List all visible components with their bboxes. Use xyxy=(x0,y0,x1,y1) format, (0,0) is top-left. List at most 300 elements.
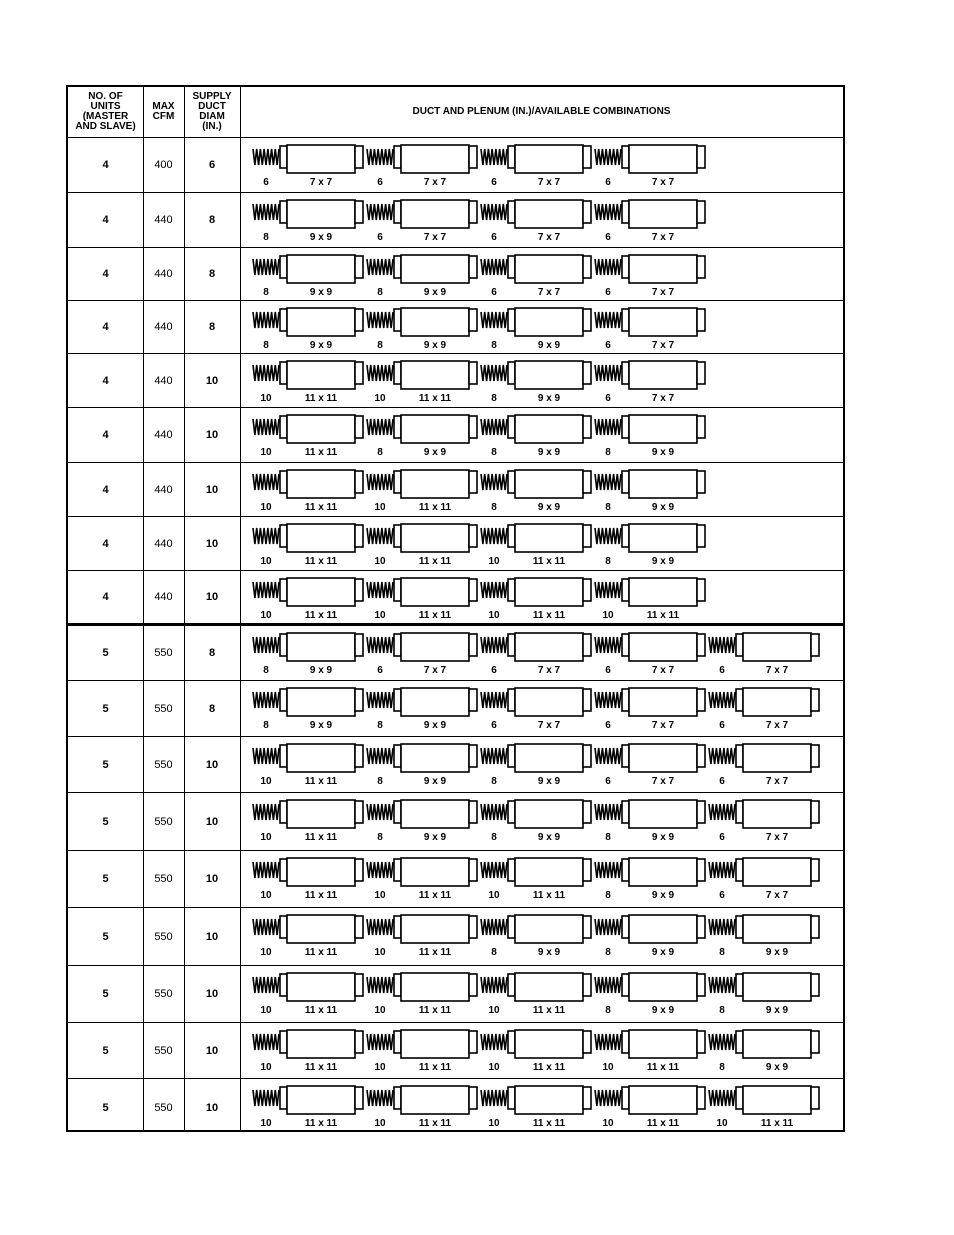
plenum-size-label: 9 x 9 xyxy=(537,393,561,404)
duct-segment xyxy=(709,973,819,1016)
duct-chain-svg xyxy=(240,193,845,248)
duct-segment xyxy=(595,255,705,298)
units-cell: 5 xyxy=(102,1102,109,1114)
duct-collar xyxy=(394,859,401,881)
duct-segment xyxy=(367,361,477,404)
plenum-end-cap xyxy=(469,579,477,601)
duct-segment xyxy=(481,145,591,188)
plenum-size-label: 7 x 7 xyxy=(423,665,447,676)
plenum-box xyxy=(743,744,811,772)
flex-duct-coil xyxy=(709,862,735,878)
duct-collar xyxy=(394,1087,401,1109)
duct-segment xyxy=(595,200,705,243)
duct-segment xyxy=(253,145,363,188)
duct-collar xyxy=(394,1031,401,1053)
flex-duct-coil xyxy=(481,259,507,275)
duct-segment xyxy=(481,744,591,787)
duct-chain-svg xyxy=(240,1079,845,1137)
duct-segment xyxy=(709,1086,819,1129)
combination-diagram xyxy=(240,463,843,516)
plenum-size-label: 11 x 11 xyxy=(418,610,452,621)
duct-chain-svg xyxy=(240,301,845,354)
duct-diameter-label: 10 xyxy=(374,1005,386,1016)
plenum-size-label: 9 x 9 xyxy=(537,447,561,458)
plenum-box xyxy=(629,578,697,606)
plenum-size-label: 11 x 11 xyxy=(304,947,338,958)
duct-collar xyxy=(394,146,401,168)
duct-collar xyxy=(394,416,401,438)
plenum-end-cap xyxy=(697,362,705,384)
duct-segment xyxy=(367,915,477,958)
duct-segment xyxy=(595,800,705,843)
plenum-box xyxy=(515,800,583,828)
plenum-end-cap xyxy=(469,1031,477,1053)
duct-collar xyxy=(508,1031,515,1053)
flex-duct-coil xyxy=(481,365,507,381)
table-row xyxy=(68,737,843,793)
plenum-box xyxy=(287,255,355,283)
plenum-box xyxy=(287,578,355,606)
units-cell: 4 xyxy=(102,374,109,387)
flex-duct-coil xyxy=(253,365,279,381)
duct-segment xyxy=(595,415,705,458)
plenum-end-cap xyxy=(355,689,363,711)
plenum-size-label: 11 x 11 xyxy=(304,1118,338,1129)
flex-duct-coil xyxy=(367,804,393,820)
duct-diameter-label: 10 xyxy=(602,1118,614,1129)
plenum-box xyxy=(629,308,697,336)
duct-diameter-label: 10 xyxy=(488,890,500,901)
plenum-box xyxy=(401,800,469,828)
duct-collar xyxy=(508,256,515,278)
flex-duct-coil xyxy=(481,862,507,878)
duct-diameter-label: 6 xyxy=(605,177,611,188)
diam-cell: 10 xyxy=(205,1102,219,1114)
plenum-end-cap xyxy=(583,745,591,767)
duct-collar xyxy=(280,416,287,438)
duct-segment xyxy=(709,858,819,901)
plenum-size-label: 7 x 7 xyxy=(651,287,675,298)
duct-collar xyxy=(622,201,629,223)
plenum-box xyxy=(515,361,583,389)
units-cell: 5 xyxy=(102,647,109,659)
duct-segment xyxy=(595,524,705,567)
duct-diameter-label: 6 xyxy=(719,890,725,901)
duct-diameter-label: 8 xyxy=(377,720,383,731)
duct-collar xyxy=(622,525,629,547)
plenum-end-cap xyxy=(697,201,705,223)
duct-diameter-label: 6 xyxy=(263,177,269,188)
flex-duct-coil xyxy=(367,1034,393,1050)
duct-segment xyxy=(595,973,705,1016)
duct-collar xyxy=(394,745,401,767)
duct-collar xyxy=(394,362,401,384)
duct-collar xyxy=(394,801,401,823)
plenum-box xyxy=(515,915,583,943)
flex-duct-coil xyxy=(595,1034,621,1050)
plenum-box xyxy=(401,973,469,1001)
duct-collar xyxy=(394,525,401,547)
flex-duct-coil xyxy=(367,149,393,165)
combination-diagram xyxy=(240,851,843,907)
duct-segment xyxy=(481,633,591,676)
duct-collar xyxy=(508,525,515,547)
plenum-end-cap xyxy=(355,859,363,881)
duct-diameter-label: 10 xyxy=(374,393,386,404)
plenum-box xyxy=(743,800,811,828)
duct-collar xyxy=(394,579,401,601)
plenum-size-label: 7 x 7 xyxy=(537,177,561,188)
duct-segment xyxy=(481,800,591,843)
flex-duct-coil xyxy=(253,312,279,328)
plenum-size-label: 11 x 11 xyxy=(532,1118,566,1129)
duct-collar xyxy=(280,916,287,938)
cfm-cell: 550 xyxy=(154,930,173,943)
duct-diameter-label: 10 xyxy=(260,832,272,843)
plenum-size-label: 9 x 9 xyxy=(765,1005,789,1016)
plenum-size-label: 11 x 11 xyxy=(646,1118,680,1129)
plenum-size-label: 7 x 7 xyxy=(651,720,675,731)
duct-diameter-label: 8 xyxy=(377,832,383,843)
flex-duct-coil xyxy=(709,804,735,820)
plenum-end-cap xyxy=(697,1087,705,1109)
duct-segment xyxy=(481,858,591,901)
cfm-cell: 550 xyxy=(154,1102,173,1114)
combination-diagram xyxy=(240,354,843,407)
plenum-size-label: 7 x 7 xyxy=(765,890,789,901)
plenum-box xyxy=(629,200,697,228)
plenum-size-label: 7 x 7 xyxy=(765,665,789,676)
duct-collar xyxy=(508,146,515,168)
duct-diameter-label: 10 xyxy=(260,776,272,787)
duct-collar xyxy=(280,579,287,601)
plenum-end-cap xyxy=(469,525,477,547)
duct-segment xyxy=(253,308,363,351)
plenum-end-cap xyxy=(355,362,363,384)
cfm-cell: 440 xyxy=(154,374,173,387)
duct-diameter-label: 10 xyxy=(374,947,386,958)
flex-duct-coil xyxy=(595,692,621,708)
plenum-box xyxy=(743,633,811,661)
flex-duct-coil xyxy=(595,637,621,653)
plenum-box xyxy=(401,524,469,552)
duct-collar xyxy=(622,689,629,711)
duct-collar xyxy=(622,309,629,331)
plenum-size-label: 9 x 9 xyxy=(537,502,561,513)
duct-collar xyxy=(622,1087,629,1109)
flex-duct-coil xyxy=(595,748,621,764)
diam-cell: 10 xyxy=(205,1044,219,1057)
flex-duct-coil xyxy=(367,692,393,708)
diam-cell: 10 xyxy=(205,537,219,550)
table-row xyxy=(68,908,843,966)
duct-diameter-label: 8 xyxy=(605,556,611,567)
plenum-size-label: 9 x 9 xyxy=(309,720,333,731)
duct-collar xyxy=(280,1087,287,1109)
plenum-box xyxy=(287,915,355,943)
duct-diameter-label: 8 xyxy=(605,890,611,901)
plenum-box xyxy=(629,524,697,552)
combination-diagram xyxy=(240,681,843,736)
duct-chain-svg xyxy=(240,966,845,1023)
plenum-end-cap xyxy=(583,916,591,938)
duct-diameter-label: 8 xyxy=(491,447,497,458)
flex-duct-coil xyxy=(367,748,393,764)
plenum-end-cap xyxy=(583,579,591,601)
plenum-size-label: 9 x 9 xyxy=(309,665,333,676)
plenum-size-label: 11 x 11 xyxy=(304,1062,338,1073)
duct-collar xyxy=(394,201,401,223)
duct-diameter-label: 10 xyxy=(260,1005,272,1016)
duct-diameter-label: 6 xyxy=(605,340,611,351)
combination-diagram xyxy=(240,248,843,300)
cfm-cell: 440 xyxy=(154,321,173,333)
flex-duct-coil xyxy=(595,474,621,490)
duct-segment xyxy=(595,915,705,958)
plenum-size-label: 7 x 7 xyxy=(651,340,675,351)
duct-collar xyxy=(622,859,629,881)
duct-collar xyxy=(622,416,629,438)
plenum-size-label: 9 x 9 xyxy=(651,947,675,958)
duct-chain-svg xyxy=(240,408,845,463)
duct-collar xyxy=(622,916,629,938)
plenum-box xyxy=(629,255,697,283)
plenum-size-label: 7 x 7 xyxy=(765,720,789,731)
plenum-box xyxy=(401,915,469,943)
flex-duct-coil xyxy=(253,748,279,764)
flex-duct-coil xyxy=(595,204,621,220)
diam-cell: 10 xyxy=(205,374,219,387)
duct-collar xyxy=(280,689,287,711)
plenum-box xyxy=(287,800,355,828)
duct-segment xyxy=(595,361,705,404)
plenum-size-label: 11 x 11 xyxy=(304,1005,338,1016)
duct-diameter-label: 6 xyxy=(491,665,497,676)
duct-collar xyxy=(394,256,401,278)
plenum-size-label: 7 x 7 xyxy=(423,232,447,243)
duct-segment xyxy=(595,145,705,188)
plenum-end-cap xyxy=(355,525,363,547)
plenum-end-cap xyxy=(355,974,363,996)
plenum-end-cap xyxy=(469,859,477,881)
duct-collar xyxy=(622,1031,629,1053)
plenum-box xyxy=(743,973,811,1001)
flex-duct-coil xyxy=(709,977,735,993)
flex-duct-coil xyxy=(253,474,279,490)
flex-duct-coil xyxy=(709,1034,735,1050)
duct-diameter-label: 10 xyxy=(716,1118,728,1129)
plenum-size-label: 7 x 7 xyxy=(537,665,561,676)
duct-segment xyxy=(595,578,705,621)
flex-duct-coil xyxy=(253,149,279,165)
diam-cell: 8 xyxy=(208,321,216,333)
duct-collar xyxy=(736,1031,743,1053)
duct-collar xyxy=(508,745,515,767)
duct-chain-svg xyxy=(240,626,845,681)
plenum-end-cap xyxy=(583,1087,591,1109)
plenum-box xyxy=(515,308,583,336)
combination-diagram xyxy=(240,626,843,680)
plenum-box xyxy=(287,1030,355,1058)
duct-diameter-label: 6 xyxy=(605,665,611,676)
plenum-size-label: 11 x 11 xyxy=(418,502,452,513)
duct-segment xyxy=(253,800,363,843)
plenum-box xyxy=(287,415,355,443)
duct-diameter-label: 8 xyxy=(491,340,497,351)
duct-collar xyxy=(280,974,287,996)
table-row xyxy=(68,138,843,193)
plenum-end-cap xyxy=(583,974,591,996)
flex-duct-coil xyxy=(253,1090,279,1106)
diam-cell: 8 xyxy=(208,268,216,280)
flex-duct-coil xyxy=(481,582,507,598)
plenum-box xyxy=(515,688,583,716)
plenum-size-label: 9 x 9 xyxy=(309,232,333,243)
plenum-box xyxy=(629,361,697,389)
plenum-box xyxy=(401,744,469,772)
flex-duct-coil xyxy=(367,977,393,993)
plenum-end-cap xyxy=(697,1031,705,1053)
duct-diameter-label: 8 xyxy=(263,340,269,351)
plenum-end-cap xyxy=(697,801,705,823)
table-row xyxy=(68,966,843,1023)
plenum-size-label: 9 x 9 xyxy=(537,832,561,843)
plenum-end-cap xyxy=(355,579,363,601)
plenum-end-cap xyxy=(697,579,705,601)
plenum-end-cap xyxy=(697,416,705,438)
plenum-end-cap xyxy=(469,745,477,767)
plenum-box xyxy=(515,578,583,606)
duct-diameter-label: 10 xyxy=(260,502,272,513)
duct-diameter-label: 10 xyxy=(260,610,272,621)
duct-diameter-label: 8 xyxy=(263,232,269,243)
duct-collar xyxy=(736,974,743,996)
duct-segment xyxy=(367,308,477,351)
plenum-size-label: 9 x 9 xyxy=(651,502,675,513)
duct-segment xyxy=(595,633,705,676)
plenum-end-cap xyxy=(583,801,591,823)
duct-segment xyxy=(367,578,477,621)
plenum-size-label: 9 x 9 xyxy=(651,447,675,458)
duct-segment xyxy=(367,744,477,787)
plenum-box xyxy=(287,1086,355,1114)
duct-diameter-label: 8 xyxy=(605,947,611,958)
duct-diameter-label: 8 xyxy=(377,447,383,458)
plenum-end-cap xyxy=(697,309,705,331)
duct-diameter-label: 10 xyxy=(374,502,386,513)
flex-duct-coil xyxy=(481,804,507,820)
duct-collar xyxy=(736,1087,743,1109)
header-cfm: MAX CFM xyxy=(143,87,184,138)
flex-duct-coil xyxy=(253,582,279,598)
cfm-cell: 550 xyxy=(154,1044,173,1057)
duct-collar xyxy=(280,801,287,823)
combination-diagram xyxy=(240,138,843,192)
plenum-end-cap xyxy=(811,974,819,996)
duct-segment xyxy=(253,744,363,787)
duct-diameter-label: 8 xyxy=(377,776,383,787)
duct-diameter-label: 10 xyxy=(374,556,386,567)
duct-segment xyxy=(253,633,363,676)
plenum-size-label: 11 x 11 xyxy=(760,1118,794,1129)
plenum-end-cap xyxy=(811,916,819,938)
table-row xyxy=(68,301,843,354)
plenum-box xyxy=(401,688,469,716)
flex-duct-coil xyxy=(253,919,279,935)
duct-diameter-label: 8 xyxy=(377,340,383,351)
duct-diameter-label: 8 xyxy=(491,502,497,513)
duct-collar xyxy=(508,362,515,384)
flex-duct-coil xyxy=(253,804,279,820)
plenum-size-label: 9 x 9 xyxy=(423,832,447,843)
duct-collar xyxy=(622,471,629,493)
units-cell: 5 xyxy=(102,930,109,943)
plenum-size-label: 9 x 9 xyxy=(423,720,447,731)
plenum-size-label: 11 x 11 xyxy=(304,393,338,404)
table-row xyxy=(68,1023,843,1079)
duct-segment xyxy=(595,308,705,351)
duct-diameter-label: 6 xyxy=(719,776,725,787)
flex-duct-coil xyxy=(253,528,279,544)
duct-segment xyxy=(367,470,477,513)
flex-duct-coil xyxy=(595,977,621,993)
plenum-end-cap xyxy=(697,974,705,996)
plenum-size-label: 9 x 9 xyxy=(537,340,561,351)
plenum-end-cap xyxy=(469,201,477,223)
plenum-box xyxy=(401,470,469,498)
duct-diameter-label: 10 xyxy=(488,1118,500,1129)
plenum-box xyxy=(629,1086,697,1114)
plenum-end-cap xyxy=(811,1087,819,1109)
plenum-size-label: 9 x 9 xyxy=(765,947,789,958)
cfm-cell: 550 xyxy=(154,702,173,715)
plenum-size-label: 9 x 9 xyxy=(423,287,447,298)
duct-collar xyxy=(280,471,287,493)
plenum-end-cap xyxy=(583,416,591,438)
plenum-box xyxy=(629,744,697,772)
plenum-end-cap xyxy=(469,689,477,711)
plenum-box xyxy=(743,688,811,716)
duct-collar xyxy=(508,859,515,881)
duct-collar xyxy=(508,916,515,938)
table-row xyxy=(68,463,843,517)
duct-segment xyxy=(709,744,819,787)
duct-segment xyxy=(367,255,477,298)
combination-diagram xyxy=(240,571,843,623)
cfm-cell: 400 xyxy=(154,159,173,171)
plenum-box xyxy=(287,145,355,173)
plenum-end-cap xyxy=(583,525,591,547)
units-cell: 5 xyxy=(102,873,109,885)
flex-duct-coil xyxy=(367,637,393,653)
duct-diameter-label: 8 xyxy=(491,393,497,404)
plenum-end-cap xyxy=(583,689,591,711)
plenum-box xyxy=(515,470,583,498)
plenum-end-cap xyxy=(697,471,705,493)
duct-diameter-label: 8 xyxy=(491,776,497,787)
duct-segment xyxy=(481,415,591,458)
duct-segment xyxy=(253,973,363,1016)
plenum-end-cap xyxy=(355,146,363,168)
plenum-size-label: 11 x 11 xyxy=(532,1005,566,1016)
duct-collar xyxy=(508,974,515,996)
plenum-end-cap xyxy=(811,801,819,823)
plenum-size-label: 9 x 9 xyxy=(537,947,561,958)
table-row xyxy=(68,1079,843,1137)
duct-diameter-label: 10 xyxy=(602,1062,614,1073)
duct-collar xyxy=(508,689,515,711)
duct-segment xyxy=(595,1030,705,1073)
